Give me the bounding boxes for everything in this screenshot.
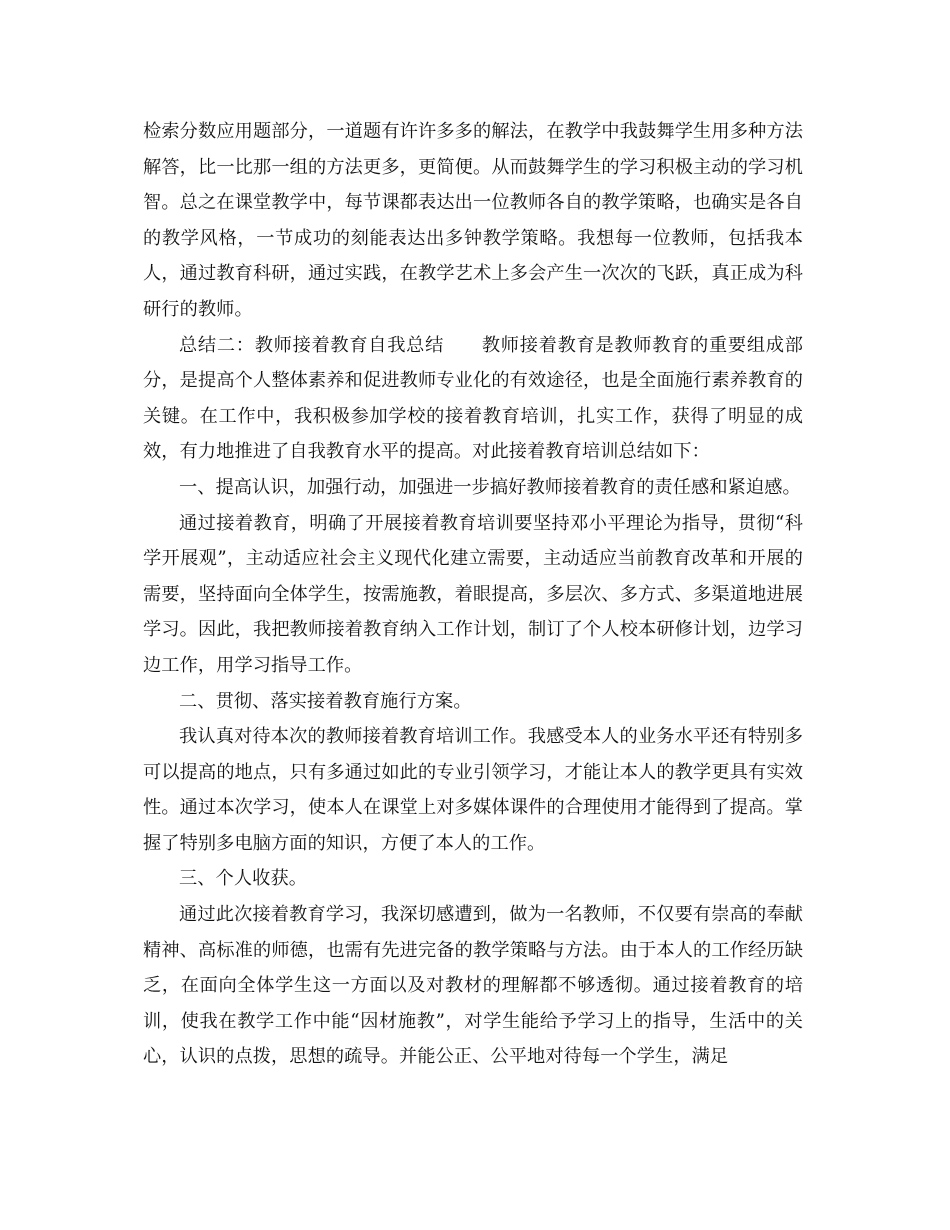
paragraph-8: 通过此次接着教育学习，我深切感遭到，做为一名教师，不仅要有崇高的奉献精神、高标准的师德，也需有先进完备的教学策略与方法。由于本人的工作经历缺乏，在面向全体学生这一方面以及对教材的理解都不够透彻。通过接着教育的培训，使我在教学工作中能“因材施教”，对学生能给予学习上的指导，生活中的关心，认识的点拨，思想的疏导。并能公正、公平地对待每一个学生，满足 bbox=[143, 904, 803, 1068]
paragraph-1: 检索分数应用题部分，一道题有许许多多的解法，在教学中我鼓舞学生用多种方法解答，比一比那一组的方法更多，更简便。从而鼓舞学生的学习积极主动的学习机智。总之在课堂教学中，每节课都表达出一位教师各自的教学策略，也确实是各自的教学风格，一节成功的刻能表达出多钟教学策略。我想每一位教师，包括我本人，通过教育科研，通过实践，在教学艺术上多会产生一次次的飞跃，真正成为科研行的教师。 bbox=[143, 121, 803, 320]
paragraph-3: 一、提高认识，加强行动，加强进一步搞好教师接着教育的责任感和紧迫感。 bbox=[179, 476, 801, 498]
paragraph-6: 我认真对待本次的教师接着教育培训工作。我感受本人的业务水平还有特别多可以提高的地点，只有多通过如此的专业引领学习，才能让本人的教学更具有实效性。通过本次学习，使本人在课堂上对多媒体课件的合理使用才能得到了提高。掌握了特别多电脑方面的知识，方便了本人的工作。 bbox=[143, 726, 803, 854]
document-body bbox=[143, 114, 803, 1075]
paragraph-5: 二、贯彻、落实接着教育施行方案。 bbox=[179, 690, 472, 712]
paragraph-7: 三、个人收获。 bbox=[179, 868, 308, 890]
paragraph-2: 总结二：教师接着教育自我总结 教师接着教育是教师教育的重要组成部分，是提高个人整体素养和促进教师专业化的有效途径，也是全面施行素养教育的关键。在工作中，我积极参加学校的接着教育培训，扎实工作，获得了明显的成效，有力地推进了自我教育水平的提高。对此接着教育培训总结如下： bbox=[143, 334, 803, 463]
paragraph-4: 通过接着教育，明确了开展接着教育培训要坚持邓小平理论为指导，贯彻“科学开展观”，主动适应社会主义现代化建立需要，主动适应当前教育改革和开展的需要，坚持面向全体学生，按需施教，着眼提高，多层次、多方式、多渠道地进展学习。因此，我把教师接着教育纳入工作计划，制订了个人校本研修计划，边学习边工作，用学习指导工作。 bbox=[143, 512, 803, 676]
